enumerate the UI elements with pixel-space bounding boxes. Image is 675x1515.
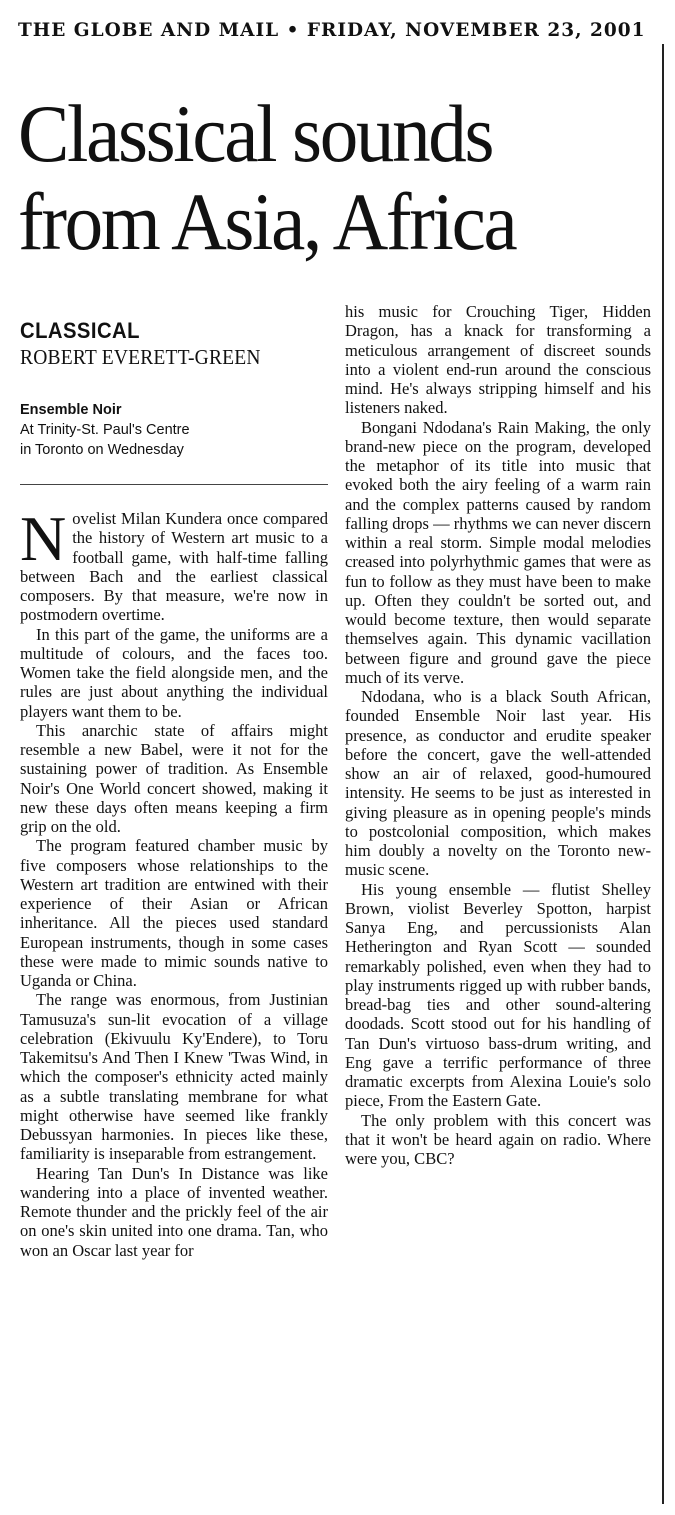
article-body-left bbox=[20, 503, 328, 1260]
event-name: Ensemble Noir bbox=[20, 402, 122, 418]
event-info bbox=[20, 400, 328, 460]
column-rule bbox=[662, 44, 664, 1504]
paragraph: In this part of the game, the uniforms are a multitude of colours, and the faces too. Women take the field alongside men, and the rules are just about anything the individual players want them to be. bbox=[20, 624, 328, 721]
paragraph: Hearing Tan Dun's In Distance was like wandering into a place of invented weather. Remote thunder and the prickly feel of the air on one's skin united into one drama. Tan, who won an Oscar last year for bbox=[20, 1163, 328, 1260]
lead-paragraph bbox=[20, 503, 328, 625]
right-column bbox=[345, 302, 651, 1168]
section-kicker: CLASSICAL bbox=[20, 318, 140, 343]
paragraph: his music for Crouching Tiger, Hidden Dragon, has a knack for transforming a meticulous arrangement of discreet sounds into a violent end-run around the conscious mind. He's always stripping himself and his listeners naked. bbox=[345, 302, 651, 418]
left-column bbox=[20, 318, 328, 1260]
paragraph: The range was enormous, from Justinian Tamusuza's sun-lit evocation of a village celebration (Ekivuulu Ky'Endere), to Toru Takemitsu's And Then I Knew 'Twas Wind, in which the composer's ethnicity acted mainly as a subtle translating membrane for what might otherwise have seemed like frankly Debussyan harmonies. In pieces like these, familiarity is inseparable from estrangement. bbox=[20, 990, 328, 1164]
lead-text: ovelist Milan Kundera once compared the history of Western art music to a football game, with half-time falling between Bach and the earliest classical composers. By that measure, we're now in postmodern overtime. bbox=[20, 509, 328, 625]
divider bbox=[20, 484, 328, 485]
headline bbox=[18, 90, 620, 266]
event-location: in Toronto on Wednesday bbox=[20, 442, 184, 458]
paragraph: Bongani Ndodana's Rain Making, the only brand-new piece on the program, developed the metaphor of its title into music that evoked both the airy feeling of a warm rain and the complex patterns caused by random falling drops — rhythms we can never discern within a real storm. Simple modal melodies creased into polyrhythmic games that were as fun to follow as they must have been to make up. Often they couldn't be sorted out, and would become texture, then would separate themselves again. This dynamic vacillation between figure and ground gave the piece much of its verve. bbox=[345, 417, 651, 687]
headline-line-1: Classical sounds bbox=[18, 88, 493, 179]
event-venue: At Trinity-St. Paul's Centre bbox=[20, 422, 190, 438]
paragraph: Ndodana, who is a black South African, founded Ensemble Noir last year. His presence, as conductor and erudite speaker before the concert, gave the well-attended show an air of relaxed, good-humoured intensity. He seems to be just as interested in giving pleasure as in opening people's minds to postcolonial composition, which makes him doubly a novelty on the Toronto new-music scene. bbox=[345, 687, 651, 880]
drop-cap: N bbox=[20, 503, 67, 574]
paragraph: The only problem with this concert was that it won't be heard again on radio. Where were you, CBC? bbox=[345, 1110, 651, 1168]
paragraph: This anarchic state of affairs might resemble a new Babel, were it not for the sustaining power of tradition. As Ensemble Noir's One World concert showed, making it new these days often means keeping a firm grip on the old. bbox=[20, 720, 328, 836]
headline-line-2: from Asia, Africa bbox=[18, 176, 516, 267]
article-body-right bbox=[345, 302, 651, 1168]
paragraph: His young ensemble — flutist Shelley Brown, violist Beverley Spotton, harpist Sanya Eng, and percussionists Alan Hetherington and Ryan Scott — sounded remarkably polished, even when they had to play instruments rigged up with rubber bands, bread-bag ties and other sound-altering doodads. Scott stood out for his handling of Tan Dun's virtuoso bass-drum writing, and Eng gave a terrific performance of three dramatic excerpts from Alexina Louie's solo piece, From the Eastern Gate. bbox=[345, 879, 651, 1111]
byline: ROBERT EVERETT-GREEN bbox=[20, 345, 261, 369]
masthead: THE GLOBE AND MAIL • FRIDAY, NOVEMBER 23, 2001 bbox=[18, 20, 646, 41]
paragraph: The program featured chamber music by five composers whose relationships to the Western art tradition are entwined with their experience of their Asian or African inheritance. All the pieces used standard European instruments, though in some cases these were made to mimic sounds native to Uganda or China. bbox=[20, 836, 328, 990]
